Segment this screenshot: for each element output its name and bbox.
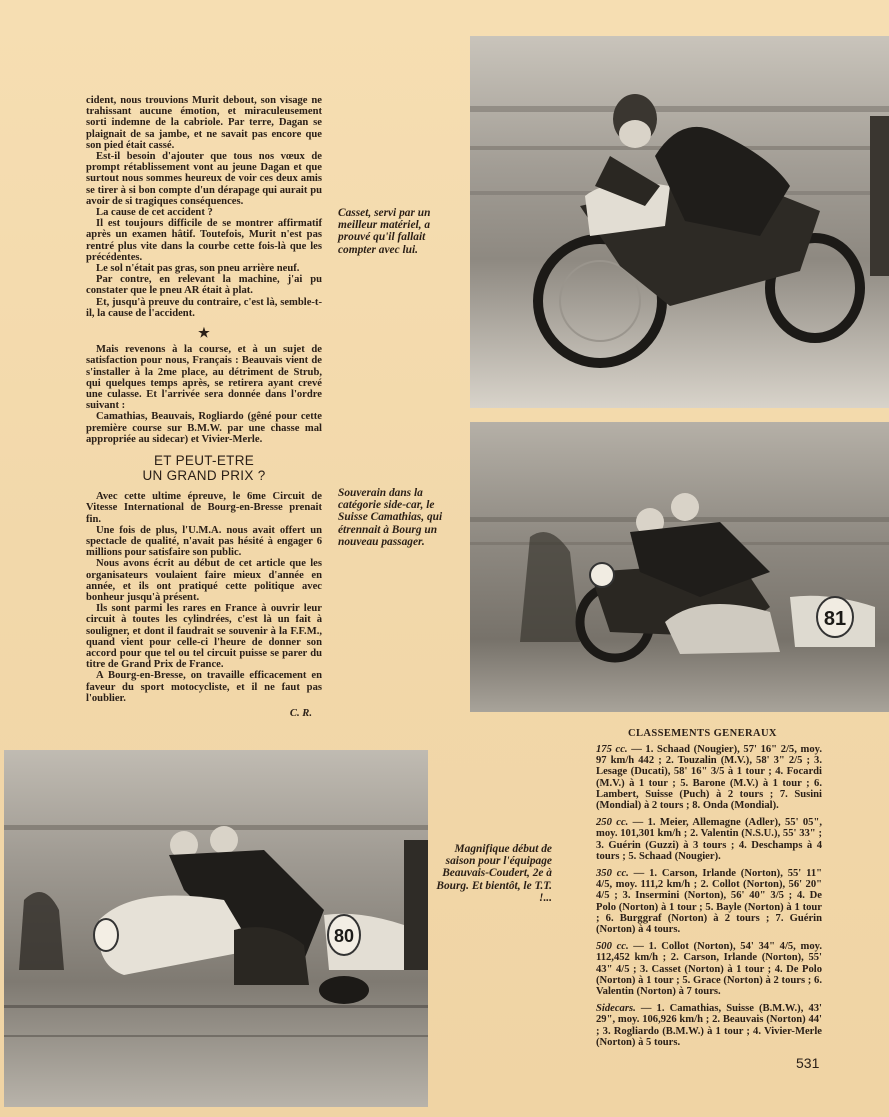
subheading-line: ET PEUT-ETRE bbox=[153, 453, 255, 469]
gp-paragraphs bbox=[86, 491, 322, 704]
results-entry bbox=[596, 744, 822, 811]
results-title: CLASSEMENTS GENERAUX bbox=[628, 728, 777, 739]
race-number-80: 80 bbox=[333, 926, 355, 946]
subheading-line: UN GRAND PRIX ? bbox=[142, 468, 266, 484]
results-entry bbox=[596, 817, 822, 862]
caption-top-photo: Casset, servi par un meilleur matériel, a prouvé qu'il fallait compter avec lui. bbox=[338, 207, 431, 256]
paragraph: Le sol n'était pas gras, son pneu arrière neuf. bbox=[96, 263, 300, 275]
article-column bbox=[86, 95, 322, 719]
results-class: 500 cc. bbox=[596, 941, 629, 953]
paragraph: cident, nous trouvions Murit debout, son visage ne trahissant aucune émotion, et miraculeusement sorti indemne de la cabriole. Par terre, Dagan se plaignait de sa jambe, et ne savait pas encore que son pied était cassé. bbox=[86, 95, 322, 151]
results-class: 175 cc. bbox=[596, 744, 628, 755]
results-text: — 1. Schaad (Nougier), 57' 16" 2/5, moy. 97 km/h 442 ; 2. Touzalin (M.V.), 58' 3" 2/5 ; 3. Lesage (Ducati), 58' 16" 3/5 à 1 tour ; 4. Focardi (M.V.) à 1 tour ; 5. Barone (M.V.) à 1 tour ; 6. Lambert, Suisse (Puch) à 2 tours ; 7. Susini (Mondial) à 2 tours ; 8. Onda (Mondial). bbox=[596, 744, 822, 812]
paragraph: Ils sont parmi les rares en France à ouvrir leur circuit à toutes les cylindrées, c'est là un fait à souligner, et dont il faudrait se souvenir à la F.F.M., quand vient pour celle-ci l'heure de donner son accord pour que tel ou tel circuit puisse se parer du titre de Grand Prix de France. bbox=[86, 603, 322, 671]
paragraph: Et, jusqu'à preuve du contraire, c'est là, semble-t-il, la cause de l'accident. bbox=[86, 296, 322, 319]
results-text: — 1. Carson, Irlande (Norton), 55' 11" 4/5, moy. 111,2 km/h ; 2. Collot (Norton), 56' 20" 4/5 ; 3. Insermini (Norton), 56' 40" 3/5 ; 4. De Polo (Norton) à 1 tour ; 5. Bayle (Norton) à 1 tour ; 6. Burggraf (Norton) à 2 tours ; 7. Guérin (Norton) à 4 tours. bbox=[596, 868, 822, 936]
sidecar-80-image bbox=[4, 750, 428, 1107]
results-class: Sidecars. bbox=[596, 1003, 636, 1015]
results-entry bbox=[596, 1003, 822, 1048]
photo-sidecar-camathias bbox=[470, 422, 889, 712]
race-number-81: 81 bbox=[823, 608, 847, 630]
paragraph: Camathias, Beauvais, Rogliardo (gêné pour cette première course sur B.M.W. par une chasse mal appropriée au sidecar) et Vivier-Merle. bbox=[86, 411, 322, 445]
race-paragraphs bbox=[86, 344, 322, 445]
results-class: 250 cc. bbox=[596, 817, 629, 829]
sidecar-81-image bbox=[470, 422, 889, 712]
paragraph: Nous avons écrit au début de cet article que les organisateurs voulaient faire mieux d'année en année, et ils ont pratiqué cette politique avec bonheur jusqu'à présent. bbox=[86, 558, 322, 603]
caption-bottom-photo: Magnifique début de saison pour l'équipage Beauvais-Coudert, 2e à Bourg. Et bientôt, le T.T. !... bbox=[436, 843, 552, 904]
results-text: — 1. Camathias, Suisse (B.M.W.), 43' 29", moy. 106,926 km/h ; 2. Beauvais (Norton) 44' ; 3. Rogliardo (B.M.W.) à 1 tour ; 4. Vivier-Merle (Norton) à 5 tours. bbox=[596, 1003, 822, 1048]
photo-sidecar-beauvais bbox=[4, 750, 428, 1107]
paragraph: Il est toujours difficile de se montrer affirmatif après un examen hâtif. Toutefois, Murit n'est pas rentré plus vite dans la courbe cette fois-là que les précédentes. bbox=[86, 218, 322, 263]
paragraph: Une fois de plus, l'U.M.A. nous avait offert un spectacle de qualité, n'avait pas hésité à engager 6 millions pour satisfaire son public. bbox=[86, 524, 322, 559]
page-number: 531 bbox=[796, 1055, 820, 1071]
section-subheading bbox=[86, 453, 322, 483]
photo-solo-racer bbox=[470, 36, 889, 408]
intro-paragraphs bbox=[86, 95, 322, 319]
paragraph: A Bourg-en-Bresse, on travaille efficacement en faveur du sport motocycliste, et il ne faut pas l'oublier. bbox=[86, 670, 322, 704]
results-text: — 1. Collot (Norton), 54' 34" 4/5, moy. 112,452 km/h ; 2. Carson, Irlande (Norton), 55' 43" 4/5 ; 3. Casset (Norton) à 1 tour ; 4. De Polo (Norton) à 1 tour ; 5. Grace (Norton) à 2 tours ; 6. Valentin (Norton) à 7 tours. bbox=[596, 941, 822, 998]
results-class: 350 cc. bbox=[596, 868, 629, 880]
paragraph: Mais revenons à la course, et à un sujet de satisfaction pour nous, Français : Beauvais vient de s'installer à la 2me place, au détriment de Strub, qui quelques temps après, se retirera ayant crevé une culasse. Et l'arrivée sera donnée dans l'ordre suivant : bbox=[86, 344, 322, 412]
paragraph: Par contre, en relevant la machine, j'ai pu constater que le pneu AR était à plat. bbox=[86, 274, 322, 297]
results-list bbox=[596, 744, 822, 1054]
results-text: — 1. Meier, Allemagne (Adler), 55' 05", moy. 101,301 km/h ; 2. Valentin (N.S.U.), 55' 33" ; 3. Guérin (Guzzi) à 3 tours ; 4. Deschamps à 4 tours ; 5. Schaad (Nougier). bbox=[596, 817, 822, 862]
paragraph: Est-il besoin d'ajouter que tous nos vœux de prompt rétablissement vont au jeune Dagan et que surtout nous sommes heureux de voir ces deux amis se tirer à si bon compte d'un dérapage qui aurait pu avoir de si tragiques conséquences. bbox=[86, 151, 322, 207]
paragraph: Avec cette ultime épreuve, le 6me Circuit de Vitesse International de Bourg-en-Bresse prenait fin. bbox=[86, 491, 322, 525]
author-signature: C. R. bbox=[289, 707, 312, 719]
caption-middle-photo: Souverain dans la catégorie side-car, le Suisse Camathias, qui étrennait à Bourg un nouveau passager. bbox=[338, 487, 443, 548]
results-entry bbox=[596, 941, 822, 997]
section-star-divider: ★ bbox=[198, 325, 210, 341]
paragraph: La cause de cet accident ? bbox=[96, 207, 213, 219]
results-entry bbox=[596, 868, 822, 935]
solo-racer-image bbox=[470, 36, 889, 408]
